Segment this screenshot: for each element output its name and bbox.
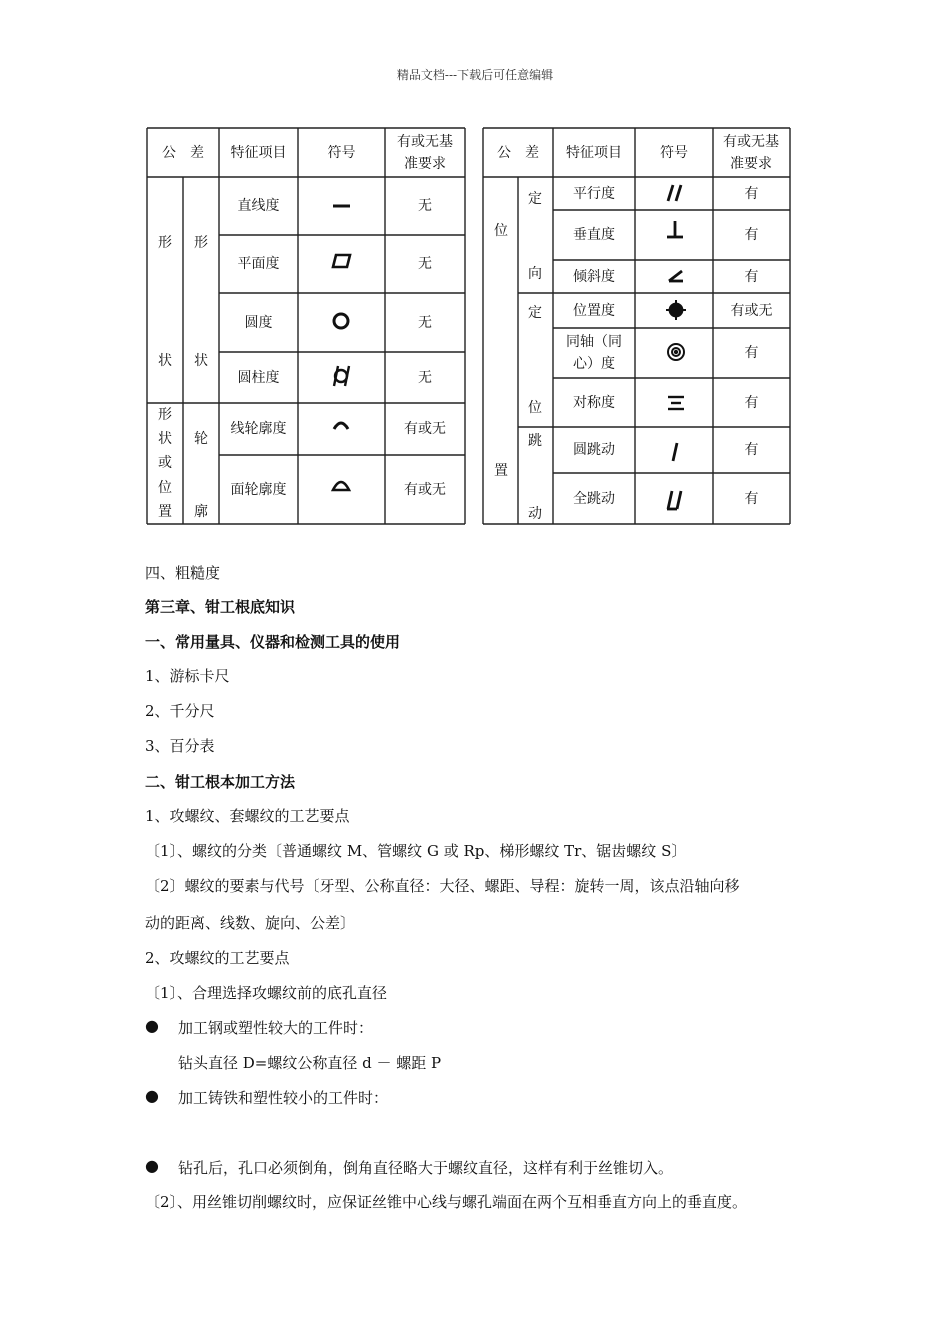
- group-form-outer-2: 状: [158, 353, 172, 369]
- group-orientation-1: 定: [528, 191, 542, 207]
- req-line-profile: 有或无: [404, 421, 446, 437]
- thread-elements-line2: 动的距离、线数、旋向、公差〕: [145, 914, 356, 932]
- group-runout-2: 动: [528, 506, 542, 522]
- group-location-1: 定: [528, 305, 542, 321]
- item-threading-points: 1、攻螺纹、套螺纹的工艺要点: [145, 807, 350, 825]
- bullet-3: ●: [145, 1156, 159, 1175]
- group-form-inner-1: 形: [194, 235, 208, 251]
- item-straightness: 直线度: [237, 198, 280, 214]
- item-line-profile: 线轮廓度: [230, 421, 287, 437]
- position-symbol: [666, 300, 686, 320]
- req-parallelism: 有: [744, 185, 759, 202]
- group-profile-outer-3: 或: [158, 455, 172, 471]
- item-tapping-points: 2、攻螺纹的工艺要点: [145, 949, 290, 967]
- req-concentricity: 有: [744, 345, 759, 361]
- item-total-runout: 全跳动: [573, 490, 615, 507]
- req-circularity: 无: [418, 314, 432, 331]
- left-header-datum: 有或无基准要求: [397, 133, 453, 172]
- line-profile-symbol: [334, 423, 348, 429]
- right-header-datum: 有或无基准要求: [723, 133, 779, 172]
- bullet-chamfer: 钻孔后，孔口必须倒角，倒角直径略大于螺纹直径，这样有利于丝锥切入。: [178, 1159, 674, 1177]
- item-cylindricity: 圆柱度: [237, 369, 280, 386]
- group-profile-outer-2: 状: [158, 431, 172, 447]
- item-position: 位置度: [573, 302, 615, 319]
- item-flatness: 平面度: [237, 256, 280, 272]
- group-profile-outer-4: 位: [158, 480, 172, 496]
- circular-runout-symbol: [673, 443, 677, 461]
- tap-perpendicularity: 〔2〕、用丝锥切削螺纹时，应保证丝锥中心线与螺孔端面在两个互相垂直方向上的垂直度。: [145, 1193, 748, 1211]
- table-grid: [0, 0, 950, 540]
- group-runout-1: 跳: [528, 433, 542, 449]
- req-circular-runout: 有: [744, 442, 759, 458]
- parallelism-symbol: [668, 185, 681, 201]
- perpendicularity-symbol: [667, 221, 683, 237]
- req-cylindricity: 无: [418, 369, 432, 386]
- item-circular-runout: 圆跳动: [573, 442, 615, 458]
- req-flatness: 无: [418, 256, 432, 272]
- right-symbols: [635, 177, 713, 524]
- section-measuring-tools: 一、常用量具、仪器和检测工具的使用: [145, 633, 401, 651]
- req-symmetry: 有: [744, 394, 759, 411]
- item-circularity: 圆度: [244, 314, 273, 331]
- req-angularity: 有: [744, 268, 759, 285]
- concentricity-symbol: [668, 344, 684, 360]
- group-position-1: 位: [494, 223, 508, 239]
- item-parallelism: 平行度: [573, 185, 615, 202]
- angularity-symbol: [669, 271, 683, 281]
- group-orientation-2: 向: [528, 266, 542, 282]
- circularity-symbol: [334, 314, 348, 328]
- item-concentricity: 同轴（同心）度: [566, 334, 622, 372]
- left-header-tolerance: 公 差: [162, 144, 204, 161]
- bullet-1: ●: [145, 1016, 159, 1035]
- group-form-inner-2: 状: [194, 353, 208, 369]
- tap-drill-selection: 〔1〕、合理选择攻螺纹前的底孔直径: [145, 984, 388, 1002]
- total-runout-symbol: [667, 491, 681, 509]
- item-perpendicularity: 垂直度: [573, 227, 615, 243]
- req-surface-profile: 有或无: [404, 481, 446, 498]
- bullet-steel: 加工钢或塑性较大的工件时：: [178, 1019, 374, 1037]
- req-total-runout: 有: [744, 490, 759, 507]
- right-header-tolerance: 公 差: [497, 144, 539, 161]
- group-location-2: 位: [528, 400, 542, 416]
- thread-elements-line1: 〔2〕螺纹的要素与代号〔牙型、公称直径：大径、螺距、导程：旋转一周，该点沿轴向移: [145, 877, 740, 895]
- cylindricity-symbol: [334, 366, 349, 386]
- bullet-2: ●: [145, 1086, 159, 1105]
- flatness-symbol: [333, 255, 350, 267]
- req-straightness: 无: [418, 198, 432, 214]
- group-profile-inner-2: 廓: [194, 504, 208, 520]
- tolerance-table: [0, 0, 950, 540]
- bullet-cast-iron: 加工铸铁和塑性较小的工件时：: [178, 1089, 389, 1107]
- thread-types: 〔1〕、螺纹的分类〔普通螺纹 M、管螺纹 G 或 Rp、梯形螺纹 Tr、锯齿螺纹 S〕: [145, 842, 687, 860]
- item-micrometer: 2、千分尺: [145, 702, 215, 720]
- item-vernier: 1、游标卡尺: [145, 667, 230, 685]
- item-surface-profile: 面轮廓度: [230, 481, 287, 498]
- right-header-symbol: 符号: [660, 144, 688, 161]
- drill-formula: 钻头直径 D=螺纹公称直径 d － 螺距 P: [178, 1054, 442, 1072]
- left-symbols: [298, 177, 385, 524]
- right-header-item: 特征项目: [566, 144, 622, 161]
- item-angularity: 倾斜度: [573, 268, 615, 285]
- group-profile-outer-1: 形: [158, 407, 172, 423]
- req-position: 有或无: [730, 302, 773, 319]
- chapter-title: 第三章、钳工根底知识: [145, 598, 296, 616]
- group-profile-inner-1: 轮: [194, 431, 208, 447]
- page-header: 精品文档---下载后可任意编辑: [396, 68, 554, 82]
- group-position-2: 置: [494, 463, 508, 479]
- symmetry-symbol: [668, 397, 684, 409]
- item-dial-indicator: 3、百分表: [145, 737, 215, 755]
- section-roughness: 四、粗糙度: [145, 564, 221, 582]
- group-profile-outer-5: 置: [158, 504, 172, 520]
- section-machining-methods: 二、钳工根本加工方法: [145, 773, 296, 791]
- req-perpendicularity: 有: [744, 227, 759, 243]
- item-symmetry: 对称度: [573, 394, 615, 411]
- surface-profile-symbol: [333, 482, 349, 490]
- group-form-outer-1: 形: [158, 235, 172, 251]
- left-header-symbol: 符号: [327, 144, 356, 161]
- left-header-item: 特征项目: [230, 144, 287, 161]
